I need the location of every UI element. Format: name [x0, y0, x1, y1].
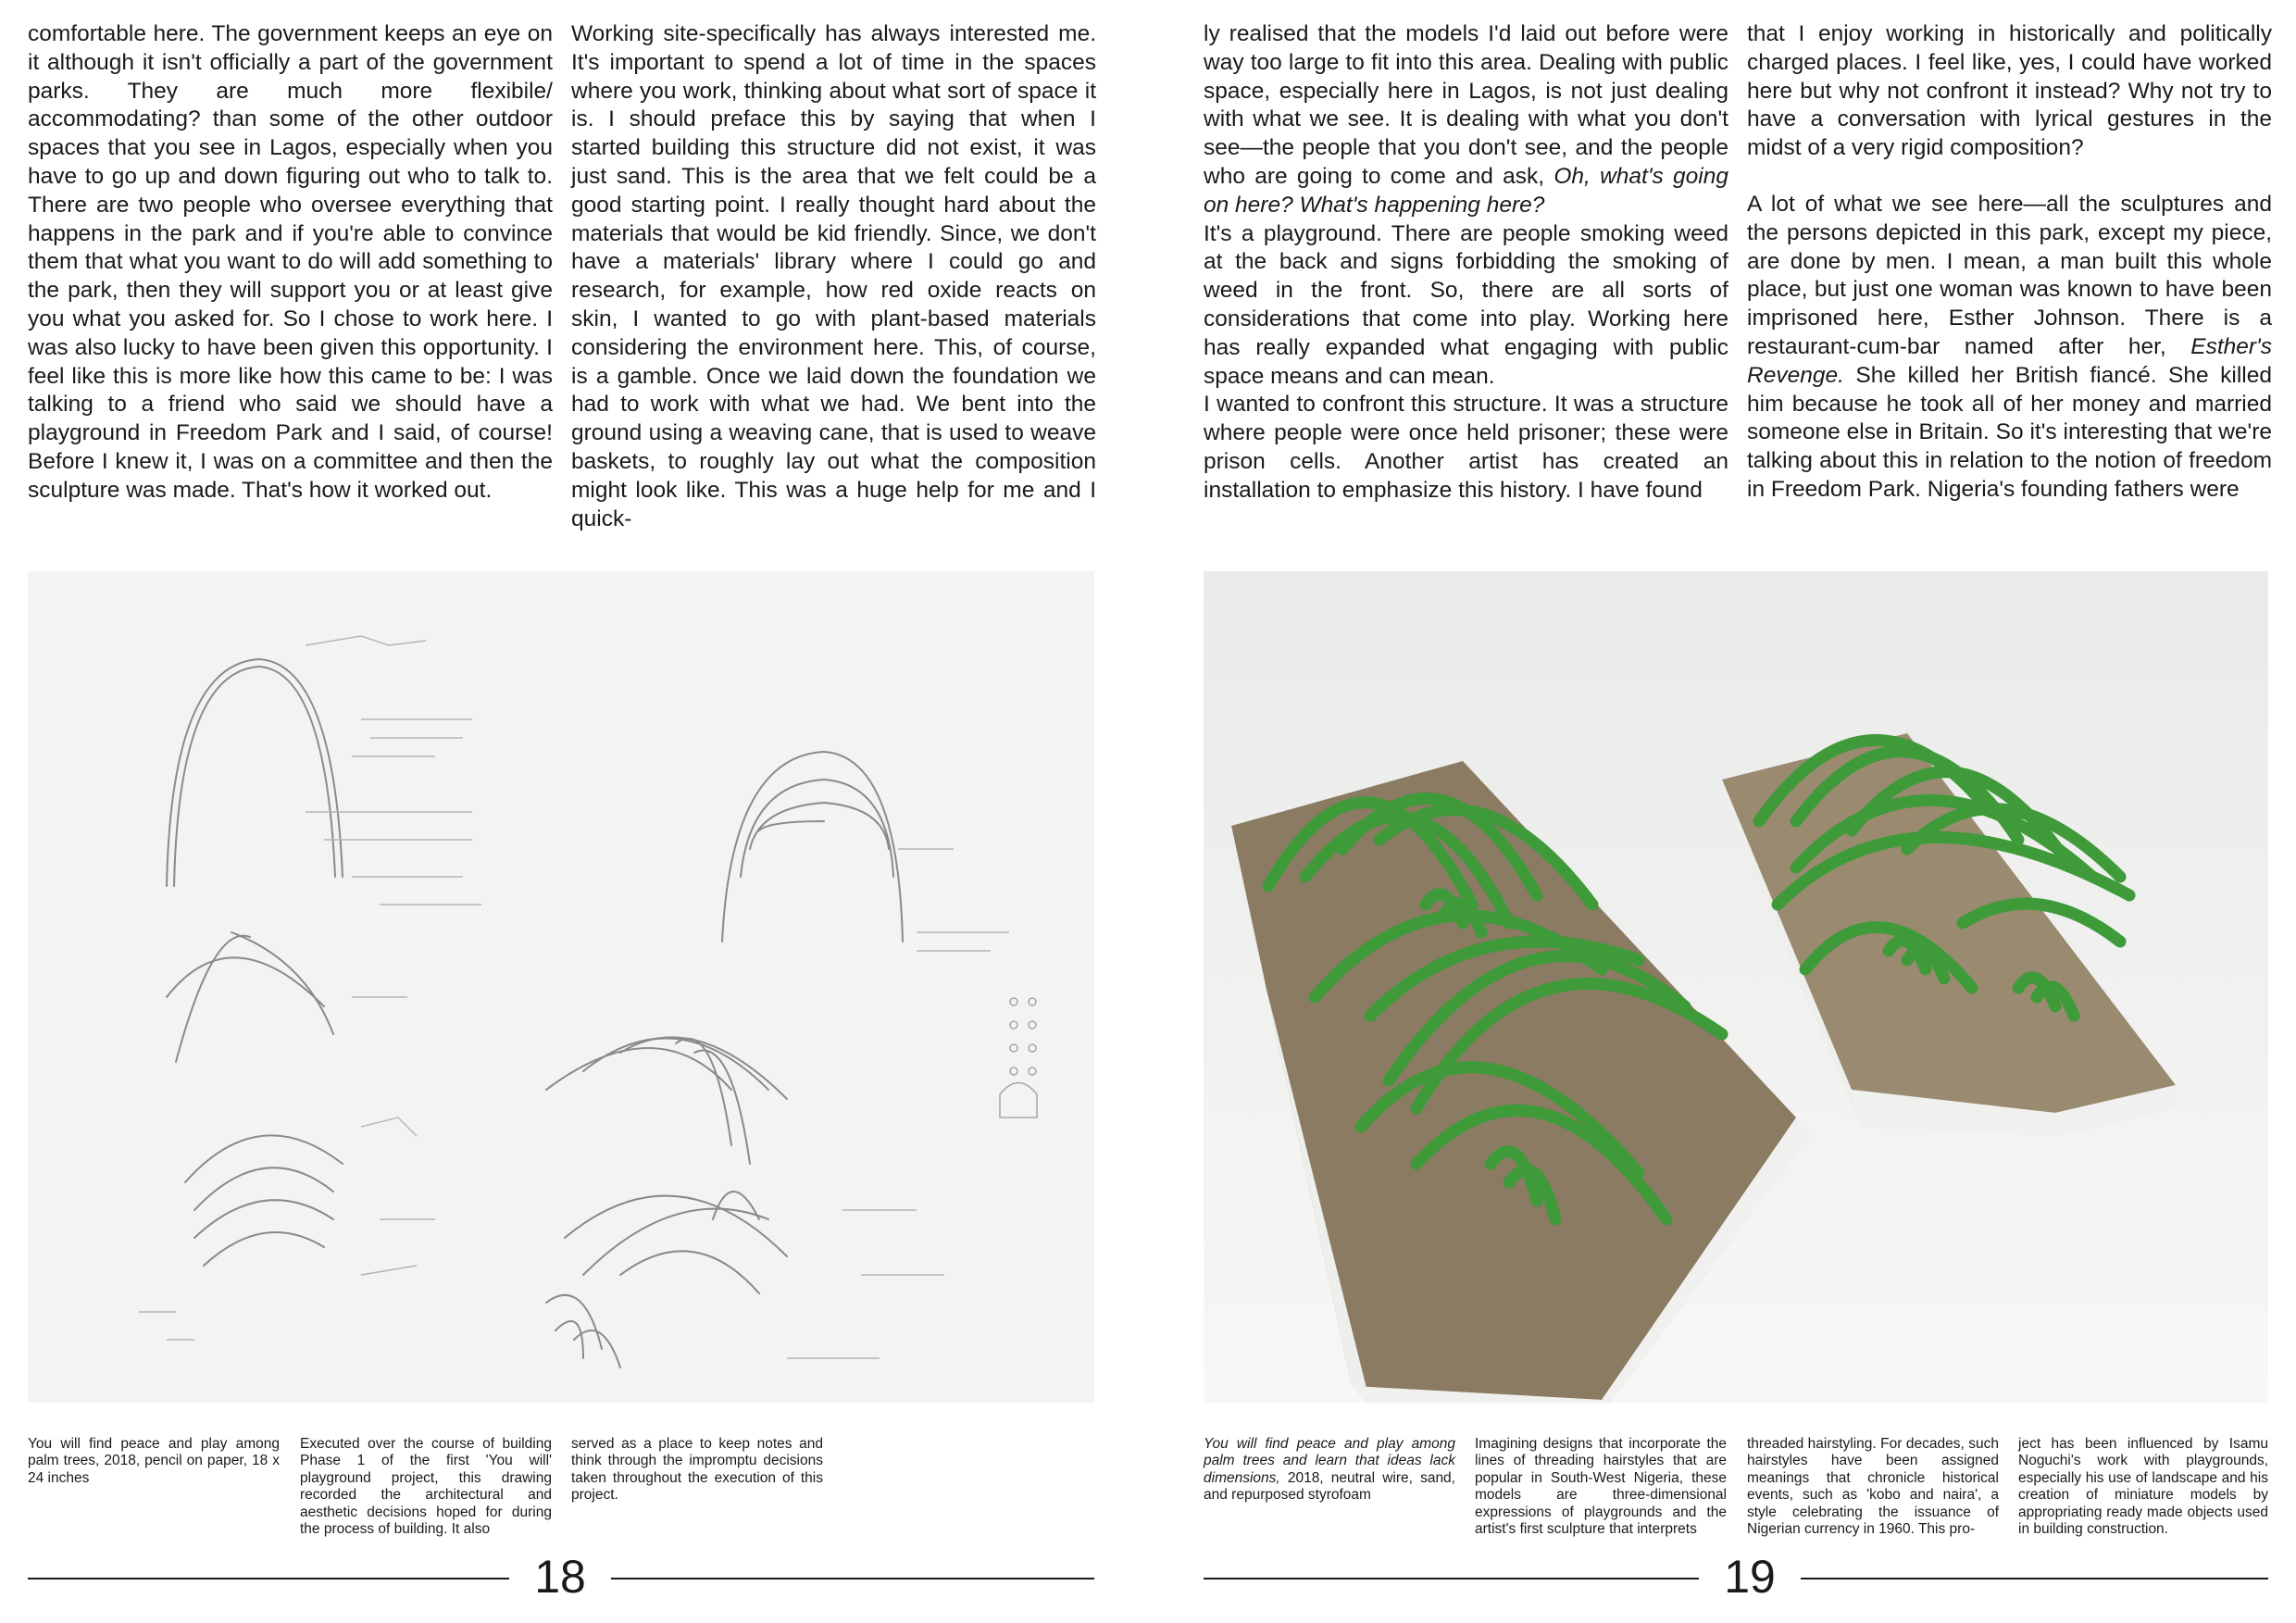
- page-number-right: 19: [1724, 1551, 1776, 1603]
- right-page-column-2: [1747, 20, 2272, 505]
- body-paragraph: comfortable here. The government keeps an eye on it although it isn't officially a part of the government parks. They are much more flexibile/ accommodating? than some of the other outdoor spaces that you see in Lagos, especially when you have to go up and down figuring out who to talk to. There are two people who oversee everything that happens in the park and if you're able to convince them that what you want to do will add something to the park, then they will support you or at least give you what you asked for. So I chose to work here. I was also lucky to have been given this opportunity. I feel like this is more like how this came to be: I was talking to a friend who said we should have a playground in Freedom Park and I said, of course! Before I knew it, I was on a committee and then the sculpture was made. That's how it worked out.: [28, 21, 553, 503]
- figure-caption: threaded hairstyling. For decades, such hairstyles have been assigned meanings that chronicle historical events, such as 'kobo and naira', a style celebrating the issuance of Nigerian currency in 1960. This pro-: [1747, 1436, 1999, 1538]
- folio-rule-right: [1204, 1578, 1699, 1579]
- body-paragraph: that I enjoy working in historically and politically charged places. I feel like, yes, I could have worked here but why not confront it instead? Why not try to have a conversation with lyrical gestures in the midst of a very rigid composition?: [1747, 21, 2272, 161]
- figure-caption: ject has been influenced by Isamu Noguchi's work with playgrounds, especially his use of landscape and his creation of miniature models by appropriating ready made objects used in building construction.: [2018, 1436, 2268, 1538]
- body-paragraph: ly realised that the models I'd laid out before were way too large to fit into this area. Dealing with public space, especially here in Lagos, is not just dealing with what we see. It is dealing with what you don't see—the people that you don't see, and the people who are going to come and ask, Oh, what's going on here? What's happening here?: [1204, 21, 1728, 218]
- figure-caption: Imagining designs that incorporate the lines of threading hairstyles that are popular in South-West Nigeria, these models are three-dimensional expressions of playgrounds and the artist's first sculpture that interprets: [1475, 1436, 1727, 1538]
- folio-rule-left: [28, 1578, 509, 1579]
- figure-caption: served as a place to keep notes and think through the impromptu decisions taken throughout the execution of this project.: [571, 1436, 823, 1504]
- body-paragraph: I wanted to confront this structure. It was a structure where people were once held prisoner; these were prison cells. Another artist has created an installation to emphasize this history. I have found: [1204, 392, 1728, 503]
- models-photo-image: [1204, 571, 2268, 1403]
- folio-rule-left: [611, 1578, 1094, 1579]
- figure-caption-title: You will find peace and play among palm trees and learn that ideas lack dimensions, 2018, neutral wire, sand, and repurposed styrofoam: [1204, 1436, 1455, 1504]
- page-number-left: 18: [534, 1551, 586, 1603]
- body-paragraph: A lot of what we see here—all the sculptures and the persons depicted in this park, except my piece, are done by men. I mean, a man built this whole place, but just one woman was known to have been imprisoned here, Esther Johnson. There is a restaurant-cum-bar named after her, Esther's Revenge. She killed her British fiancé. She killed him because he took all of her money and married someone else in Britain. So it's interesting that we're talking about this in relation to the notion of freedom in Freedom Park. Nigeria's founding fathers were: [1747, 191, 2272, 502]
- body-paragraph: It's a playground. There are people smoking weed at the back and signs forbidding the smoking of weed in the front. So, there are all sorts of considerations that come into play. Working here has really expanded what engaging with public space means and can mean.: [1204, 220, 1728, 389]
- pencil-sketch-image: [28, 571, 1094, 1403]
- folio-rule-right: [1801, 1578, 2268, 1579]
- left-page-column-1: [28, 20, 553, 506]
- figure-caption-title: You will find peace and play among palm trees, 2018, pencil on paper, 18 x 24 inches: [28, 1436, 280, 1486]
- pencil-drawing-figure: [28, 571, 1094, 1403]
- right-page-column-1: [1204, 20, 1728, 506]
- left-page-column-2: [571, 20, 1096, 533]
- sculpture-models-photo: [1204, 571, 2268, 1403]
- body-paragraph: Working site-specifically has always interested me. It's important to spend a lot of time in the spaces where you work, thinking about what sort of space it is. I should preface this by saying that when I started building this structure did not exist, it was just sand. This is the area that we felt could be a good starting point. I really thought hard about the materials that would be kid friendly. Since, we don't have a materials' library where I could go and research, for example, how red oxide reacts on skin, I wanted to go with plant-based materials considering the environment here. This, of course, is a gamble. Once we laid down the foundation we had to work with what we had. We bent into the ground using a weaving cane, that is used to weave baskets, to roughly lay out what the composition might look like. This was a huge help for me and I quick-: [571, 21, 1096, 531]
- figure-caption: Executed over the course of building Phase 1 of the first 'You will' playground project, this drawing recorded the architectural and aesthetic decisions hoped for during the process of building. It also: [300, 1436, 552, 1538]
